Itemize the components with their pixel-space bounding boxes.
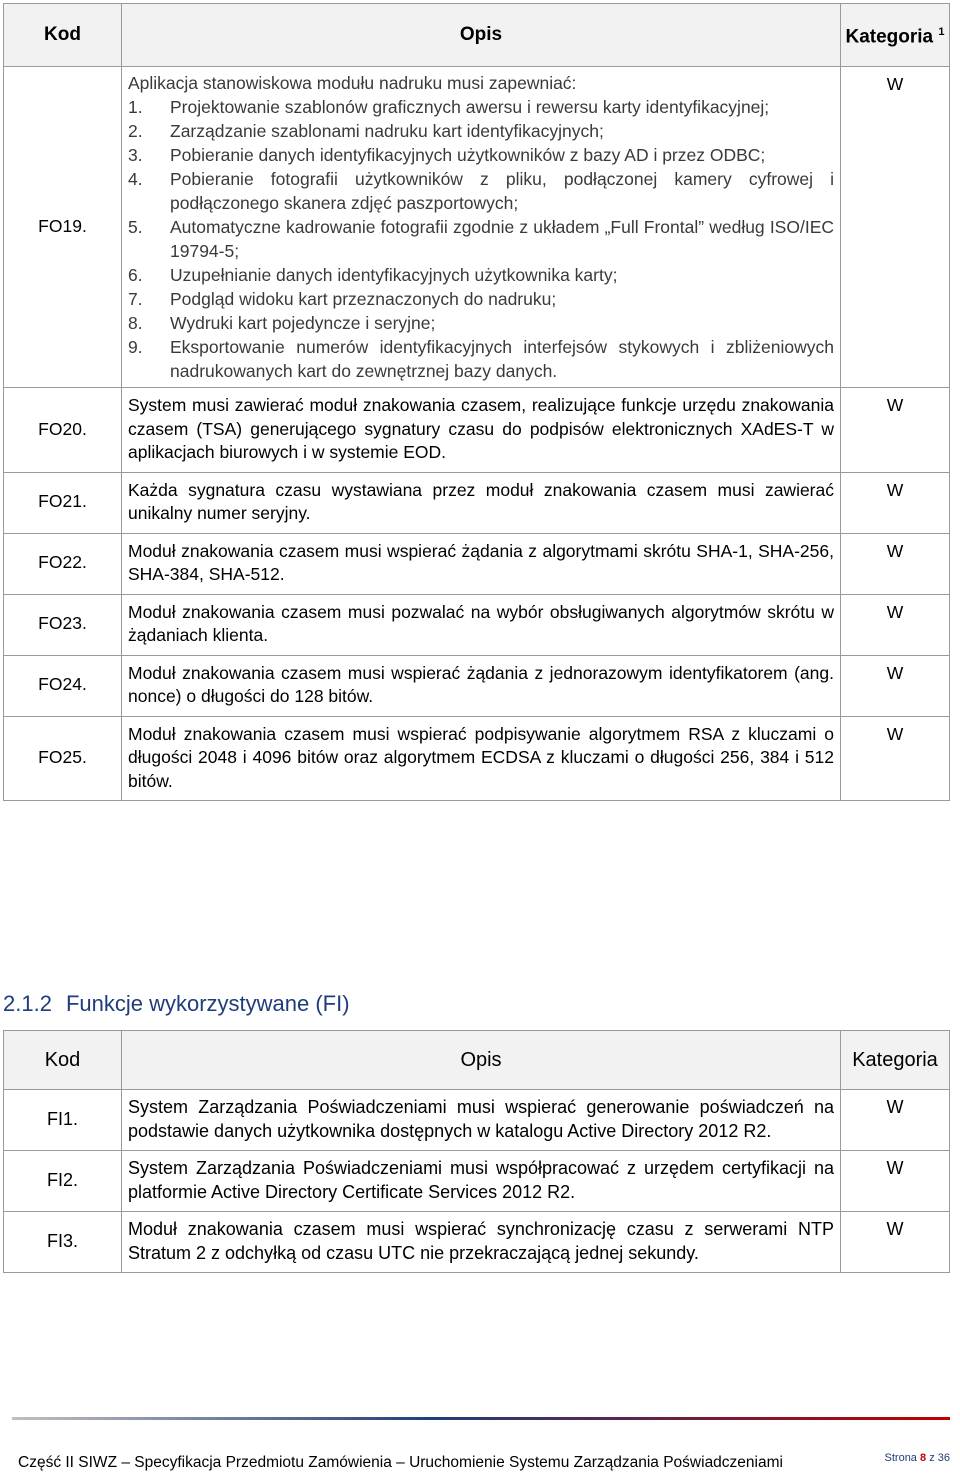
header-opis: Opis [122, 1031, 841, 1090]
list-number: 4. [128, 169, 143, 189]
table-row [4, 716, 950, 801]
row-description: Moduł znakowania czasem musi wspierać żądania z jednorazowym identyfikatorem (ang. nonce) o długości do 128 bitów. [122, 655, 841, 716]
row-code: FO20. [4, 388, 122, 473]
section-number: 2.1.2 [3, 991, 52, 1016]
requirements-table-fi [3, 1030, 950, 1273]
requirements-table-fo [3, 3, 950, 801]
row-category: W [841, 388, 950, 473]
table-row [4, 655, 950, 716]
list-item [128, 335, 834, 383]
section-title: Funkcje wykorzystywane (FI) [65, 991, 350, 1016]
row-category: W [841, 716, 950, 801]
list-text: Uzupełnianie danych identyfikacyjnych użytkownika karty; [170, 265, 618, 285]
row-category: W [841, 594, 950, 655]
table-row [4, 472, 950, 533]
footer-document-title: Część II SIWZ – Specyfikacja Przedmiotu Zamówienia – Uruchomienie Systemu Zarządzania Poświadczeniami [18, 1454, 783, 1471]
list-text: Projektowanie szablonów graficznych awersu i rewersu karty identyfikacyjnej; [170, 97, 770, 117]
table-row [4, 1212, 950, 1273]
list-text: Podgląd widoku kart przeznaczonych do nadruku; [170, 289, 557, 309]
list-item [128, 215, 834, 263]
footer-divider [12, 1417, 950, 1420]
list-number: 3. [128, 145, 143, 165]
table-row [4, 388, 950, 473]
footnote-marker: 1 [938, 26, 945, 39]
row-code: FO24. [4, 655, 122, 716]
list-text: Automatyczne kadrowanie fotografii zgodnie z układem „Full Frontal” według ISO/IEC 19794-5; [170, 217, 834, 261]
list-text: Pobieranie danych identyfikacyjnych użytkowników z bazy AD i przez ODBC; [170, 145, 766, 165]
table-header-row [4, 1031, 950, 1090]
row-description: System Zarządzania Poświadczeniami musi wspierać generowanie poświadczeń na podstawie danych użytkownika dostępnych w katalogu Active Directory 2012 R2. [122, 1090, 841, 1151]
table-row [4, 1090, 950, 1151]
row-category: W [841, 67, 950, 388]
row-code: FO19. [4, 67, 122, 388]
header-opis: Opis [122, 4, 841, 67]
list-text: Wydruki kart pojedyncze i seryjne; [170, 313, 436, 333]
row-description: Moduł znakowania czasem musi wspierać synchronizację czasu z serwerami NTP Stratum 2 z odchyłką od czasu UTC nie przekraczającą jednej sekundy. [122, 1212, 841, 1273]
list-item [128, 263, 834, 287]
row-code: FI1. [4, 1090, 122, 1151]
row-code: FO22. [4, 533, 122, 594]
header-kategoria [841, 4, 950, 67]
list-item [128, 311, 834, 335]
row-category: W [841, 1212, 950, 1273]
table-row [4, 533, 950, 594]
list-number: 9. [128, 337, 143, 357]
of-label: z [929, 1452, 935, 1464]
header-kod: Kod [4, 4, 122, 67]
list-number: 5. [128, 217, 143, 237]
page-number [885, 1452, 950, 1464]
list-text: Eksportowanie numerów identyfikacyjnych interfejsów stykowych i zbliżeniowych nadrukowanych kart do zewnętrznej bazy danych. [170, 337, 834, 381]
list-item [128, 119, 834, 143]
row-category: W [841, 533, 950, 594]
row-category: W [841, 655, 950, 716]
list-item [128, 167, 834, 215]
row-description: Moduł znakowania czasem musi wspierać żądania z algorytmami skrótu SHA-1, SHA-256, SHA-384, SHA-512. [122, 533, 841, 594]
current-page: 8 [920, 1452, 927, 1464]
row-category: W [841, 1151, 950, 1212]
row-code: FI2. [4, 1151, 122, 1212]
header-kategoria-label: Kategoria [845, 26, 934, 48]
row-code: FO21. [4, 472, 122, 533]
header-kod: Kod [4, 1031, 122, 1090]
list-number: 2. [128, 121, 143, 141]
header-kategoria: Kategoria [841, 1031, 950, 1090]
row-description: Moduł znakowania czasem musi wspierać podpisywanie algorytmem RSA z kluczami o długości 2048 i 4096 bitów oraz algorytmem ECDSA z kluczami o długości 256, 384 i 512 bitów. [122, 716, 841, 801]
section-heading [3, 990, 350, 1018]
row-description: System musi zawierać moduł znakowania czasem, realizujące funkcje urzędu znakowania czasem (TSA) generującego sygnatury czasu do podpisów elektronicznych XAdES-T w aplikacjach biurowych i w systemie EOD. [122, 388, 841, 473]
row-description: System Zarządzania Poświadczeniami musi współpracować z urzędem certyfikacji na platformie Active Directory Certificate Services 2012 R2. [122, 1151, 841, 1212]
table-row [4, 594, 950, 655]
list-text: Zarządzanie szablonami nadruku kart identyfikacyjnych; [170, 121, 604, 141]
row-description: Każda sygnatura czasu wystawiana przez moduł znakowania czasem musi zawierać unikalny numer seryjny. [122, 472, 841, 533]
page-footer [18, 1452, 950, 1472]
table-row [4, 67, 950, 388]
table-row [4, 1151, 950, 1212]
row-description [122, 67, 841, 388]
row-code: FO25. [4, 716, 122, 801]
table-header-row [4, 4, 950, 67]
list-number: 1. [128, 97, 143, 117]
list-intro: Aplikacja stanowiskowa modułu nadruku musi zapewniać: [128, 73, 577, 93]
list-item [128, 143, 834, 167]
row-code: FO23. [4, 594, 122, 655]
list-item [128, 95, 834, 119]
list-number: 8. [128, 313, 143, 333]
total-pages: 36 [937, 1452, 950, 1464]
page-label: Strona [884, 1452, 917, 1464]
row-description: Moduł znakowania czasem musi pozwalać na wybór obsługiwanych algorytmów skrótu w żądaniach klienta. [122, 594, 841, 655]
list-text: Pobieranie fotografii użytkowników z pliku, podłączonej kamery cyfrowej i podłączonego skanera zdjęć paszportowych; [170, 169, 834, 213]
list-number: 6. [128, 265, 143, 285]
row-category: W [841, 1090, 950, 1151]
feature-list [128, 95, 834, 383]
row-code: FI3. [4, 1212, 122, 1273]
list-number: 7. [128, 289, 143, 309]
row-category: W [841, 472, 950, 533]
list-item [128, 287, 834, 311]
